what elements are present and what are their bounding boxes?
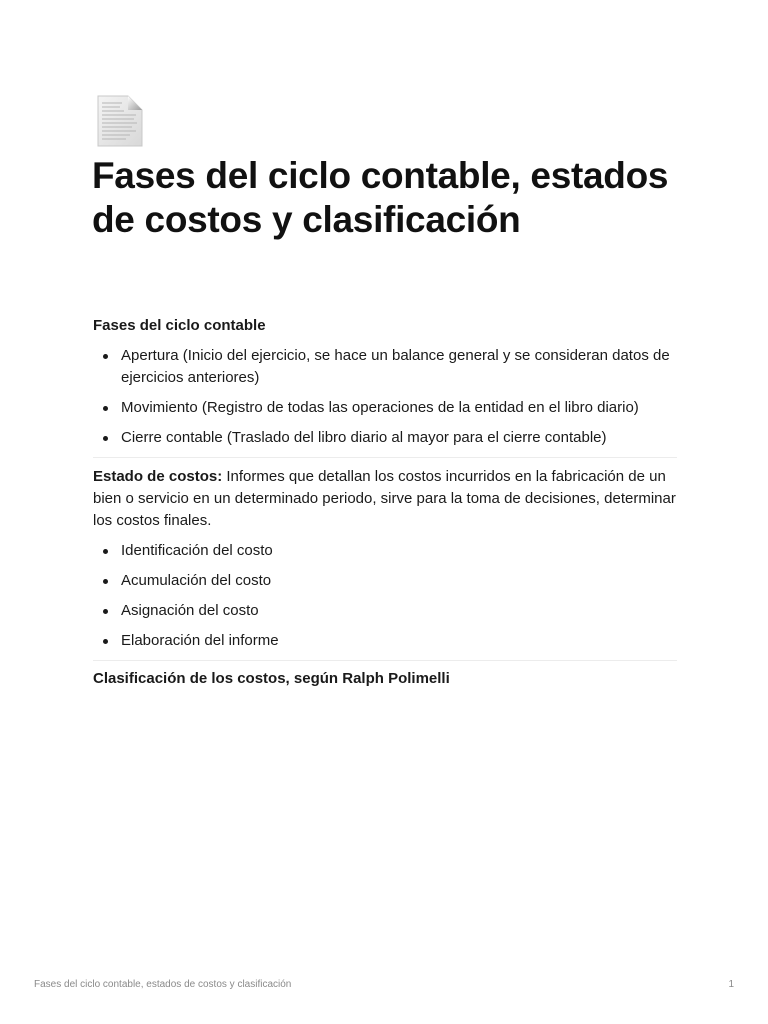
- footer-page-number: 1: [728, 979, 734, 990]
- list-item: Asignación del costo: [93, 600, 677, 622]
- page-title: Fases del ciclo contable, estados de costos y clasificación: [92, 155, 669, 240]
- section-heading-fases: Fases del ciclo contable: [93, 317, 266, 334]
- fases-list: [93, 345, 677, 449]
- footer-document-title: Fases del ciclo contable, estados de costos y clasificación: [34, 979, 292, 990]
- list-item: Movimiento (Registro de todas las operaciones de la entidad en el libro diario): [93, 397, 677, 419]
- estado-costos-text: Informes que detallan los costos incurridos en la fabricación de un bien o servicio en un determinado periodo, sirve para la toma de decisiones, determinar los costos finales.: [93, 468, 676, 529]
- list-item: Cierre contable (Traslado del libro diario al mayor para el cierre contable): [93, 427, 677, 449]
- document-page-icon: [96, 95, 144, 147]
- divider: [93, 457, 677, 458]
- document-body: [93, 315, 677, 690]
- list-item: Elaboración del informe: [93, 630, 677, 652]
- estado-costos-list: [93, 540, 677, 652]
- estado-costos-paragraph: [93, 466, 677, 532]
- section-heading-clasificacion: Clasificación de los costos, según Ralph Polimelli: [93, 670, 450, 687]
- list-item: Acumulación del costo: [93, 570, 677, 592]
- estado-costos-lead: Estado de costos:: [93, 468, 223, 485]
- divider: [93, 660, 677, 661]
- list-item: Identificación del costo: [93, 540, 677, 562]
- list-item: Apertura (Inicio del ejercicio, se hace un balance general y se consideran datos de ejercicios anteriores): [93, 345, 677, 389]
